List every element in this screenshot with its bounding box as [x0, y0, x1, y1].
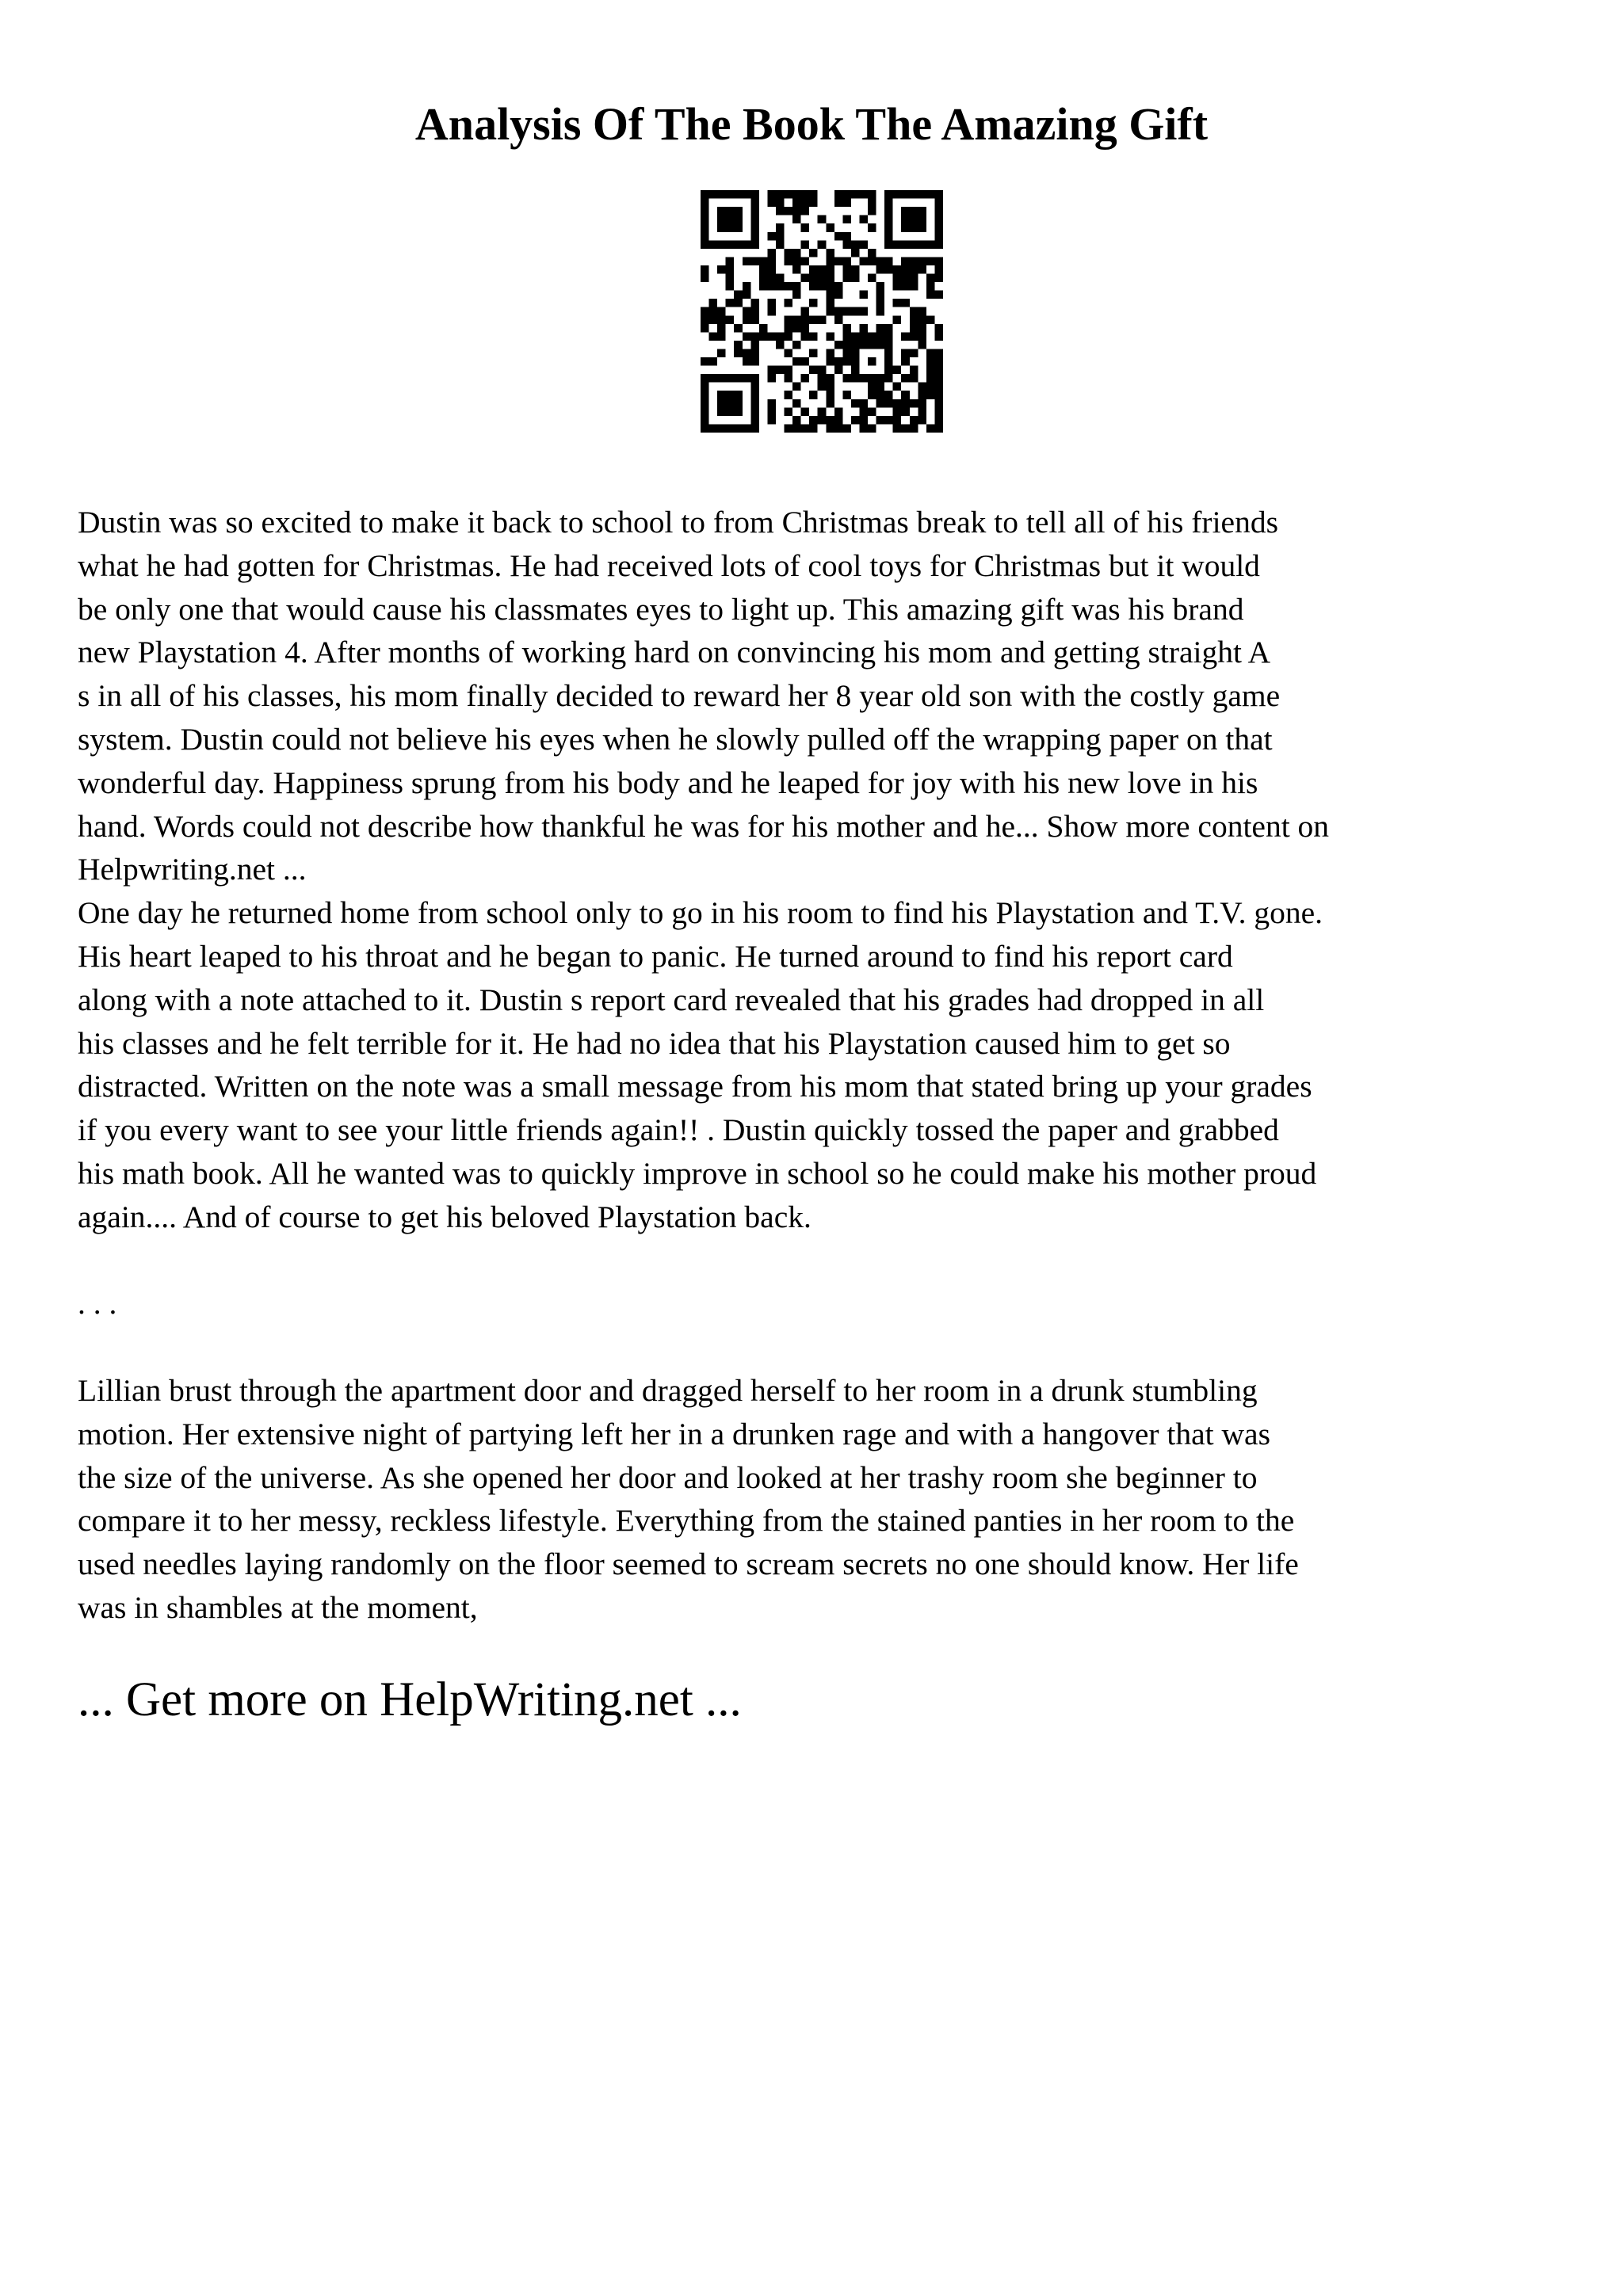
paragraph-3: [78, 1369, 1568, 1630]
qr-code-icon[interactable]: [701, 190, 943, 433]
text-line: his classes and he felt terrible for it. He had no idea that his Playstation caused him to get so: [78, 1025, 1231, 1061]
text-line: Helpwriting.net ...: [78, 852, 307, 887]
text-line: hand. Words could not describe how thankful he was for his mother and he... Show more content on: [78, 808, 1330, 844]
paragraph-2: [78, 891, 1568, 1238]
text-line: if you every want to see your little friends again!! . Dustin quickly tossed the paper and grabbed: [78, 1112, 1279, 1148]
text-line: His heart leaped to his throat and he began to panic. He turned around to find his report card: [78, 938, 1233, 974]
qr-code-graphic: [701, 190, 943, 433]
spacer: [78, 1325, 1568, 1369]
text-line: used needles laying randomly on the floor seemed to scream secrets no one should know. Her life: [78, 1547, 1299, 1582]
text-line: motion. Her extensive night of partying left her in a drunken rage and with a hangover that was: [78, 1416, 1270, 1451]
text-line: Dustin was so excited to make it back to school to from Christmas break to tell all of his friends: [78, 505, 1278, 540]
paragraph-1: [78, 501, 1568, 891]
text-line: the size of the universe. As she opened her door and looked at her trashy room she beginner to: [78, 1459, 1258, 1495]
page-title: Analysis Of The Book The Amazing Gift: [414, 98, 1209, 150]
text-line: his math book. All he wanted was to quickly improve in school so he could make his mother proud: [78, 1155, 1317, 1191]
section-separator: . . .: [78, 1286, 117, 1322]
text-line: what he had gotten for Christmas. He had received lots of cool toys for Christmas but it would: [78, 547, 1260, 583]
text-line: s in all of his classes, his mom finally decided to reward her 8 year old son with the costly game: [78, 678, 1281, 714]
text-line: along with a note attached to it. Dustin s report card revealed that his grades had dropped in all: [78, 982, 1265, 1017]
get-more-link[interactable]: ... Get more on HelpWriting.net ...: [78, 1673, 742, 1726]
text-line: again.... And of course to get his beloved Playstation back.: [78, 1199, 812, 1234]
article-body: [78, 501, 1568, 1630]
text-line: system. Dustin could not believe his eyes when he slowly pulled off the wrapping paper on that: [78, 721, 1273, 757]
text-line: was in shambles at the moment,: [78, 1589, 478, 1625]
text-line: Lillian brust through the apartment door and dragged herself to her room in a drunk stumbling: [78, 1372, 1258, 1408]
text-line: be only one that would cause his classmates eyes to light up. This amazing gift was his brand: [78, 591, 1244, 627]
spacer: [78, 1239, 1568, 1283]
text-line: new Playstation 4. After months of working hard on convincing his mom and getting straight A: [78, 635, 1271, 670]
text-line: compare it to her messy, reckless lifestyle. Everything from the stained panties in her room to the: [78, 1503, 1295, 1539]
text-line: distracted. Written on the note was a small message from his mom that stated bring up your grades: [78, 1069, 1312, 1104]
text-line: wonderful day. Happiness sprung from his body and he leaped for joy with his new love in his: [78, 765, 1258, 800]
text-line: One day he returned home from school only to go in his room to find his Playstation and T.V. gone.: [78, 895, 1323, 931]
